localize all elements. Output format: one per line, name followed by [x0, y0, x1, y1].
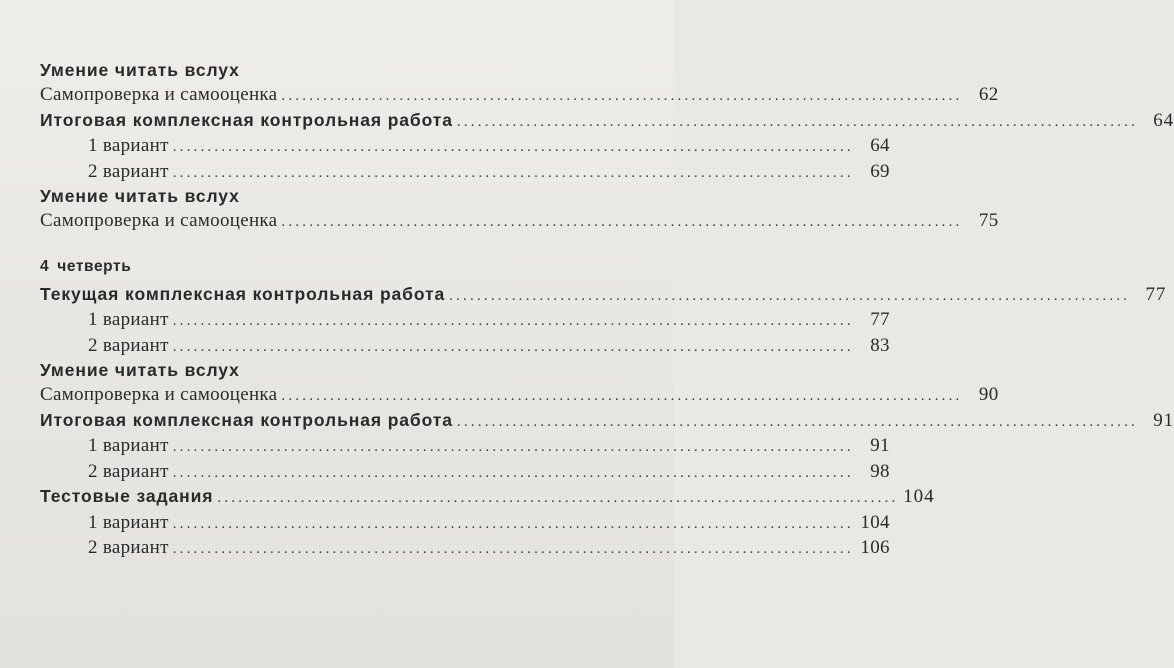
section-heading [40, 60, 636, 84]
toc-entry-label: 1 вариант [88, 511, 169, 533]
toc-entry [40, 283, 1167, 310]
dot-leader: .................................................................................................. [172, 464, 854, 481]
toc-entry-page: 64 [870, 135, 890, 156]
toc-entry [40, 160, 890, 187]
toc-entry-page: 91 [870, 435, 890, 456]
toc-entry-page: 90 [978, 384, 999, 405]
toc-entry-label: Итоговая комплексная контрольная работа [40, 109, 453, 130]
toc-entry [40, 334, 890, 361]
toc-entry-label: Тестовые задания [40, 486, 214, 506]
dot-leader: .................................................................................................. [172, 338, 854, 355]
toc-entry-label: 2 вариант [88, 334, 169, 356]
toc-entry-page: 75 [978, 210, 999, 231]
dot-leader: .................................................................................................. [172, 164, 854, 181]
section-heading [40, 360, 636, 384]
dot-leader: .................................................................................................. [172, 439, 854, 455]
dot-leader: .................................................................................................. [172, 541, 854, 557]
section-heading [40, 186, 636, 210]
toc-entry [40, 435, 890, 461]
dot-leader: .................................................................................................. [281, 388, 963, 404]
toc-entry-page: 91 [1153, 409, 1174, 431]
toc-entry-page: 83 [870, 334, 890, 356]
toc-entry-page: 62 [978, 84, 999, 105]
toc-entry [40, 84, 999, 110]
toc-entry-page: 104 [903, 486, 935, 507]
toc-entry-page: 98 [870, 460, 890, 482]
toc-entry-label: Самопроверка и самооценка [40, 84, 278, 105]
toc-entry [40, 460, 890, 487]
toc-entry-page: 64 [1153, 109, 1174, 131]
toc-entry-page: 77 [870, 309, 890, 330]
toc-entry-label: 1 вариант [88, 309, 169, 330]
section-spacer [40, 236, 636, 258]
dot-leader: .................................................................................................. [281, 214, 963, 230]
toc-entry-label: 2 вариант [88, 460, 169, 482]
section-heading-text: Умение читать вслух [40, 360, 240, 380]
quarter-label: четверть [57, 257, 132, 275]
toc-entry [40, 511, 890, 538]
toc-entry-page: 104 [860, 511, 890, 533]
dot-leader: .................................................................................................. [217, 490, 899, 506]
toc-entry [40, 409, 1174, 436]
dot-leader: .................................................................................................. [281, 88, 963, 104]
dot-leader: .................................................................................................. [172, 139, 854, 155]
toc-entry [40, 384, 999, 410]
dot-leader: .................................................................................................. [449, 287, 1131, 304]
dot-leader: .................................................................................................. [172, 313, 854, 329]
toc-entry-label: 1 вариант [88, 135, 169, 156]
quarter-number: 4 [40, 257, 50, 275]
dot-leader: .................................................................................................. [456, 413, 1138, 430]
toc-entry [40, 537, 890, 563]
toc-entry [40, 109, 1174, 136]
toc-entry [40, 486, 935, 512]
toc-entry-page: 106 [860, 537, 890, 558]
toc-entry-label: Самопроверка и самооценка [40, 210, 278, 231]
section-heading-text: Умение читать вслух [40, 186, 240, 206]
section-heading-text: Умение читать вслух [40, 60, 240, 80]
toc-entry-label: 2 вариант [88, 160, 169, 182]
toc-entry-label: Итоговая комплексная контрольная работа [40, 409, 453, 430]
toc-entry [40, 135, 890, 161]
toc-entry-label: 1 вариант [88, 435, 169, 456]
toc-entry-label: 2 вариант [88, 537, 169, 558]
dot-leader: .................................................................................................. [456, 113, 1138, 130]
table-of-contents [40, 60, 1174, 563]
toc-entry-label: Текущая комплексная контрольная работа [40, 283, 446, 304]
toc-entry-label: Самопроверка и самооценка [40, 384, 278, 405]
toc-entry-page: 69 [870, 160, 890, 182]
toc-entry [40, 210, 999, 236]
toc-entry-page: 77 [1145, 283, 1167, 305]
quarter-title [40, 258, 636, 284]
dot-leader: .................................................................................................. [172, 515, 854, 532]
toc-entry [40, 309, 890, 335]
